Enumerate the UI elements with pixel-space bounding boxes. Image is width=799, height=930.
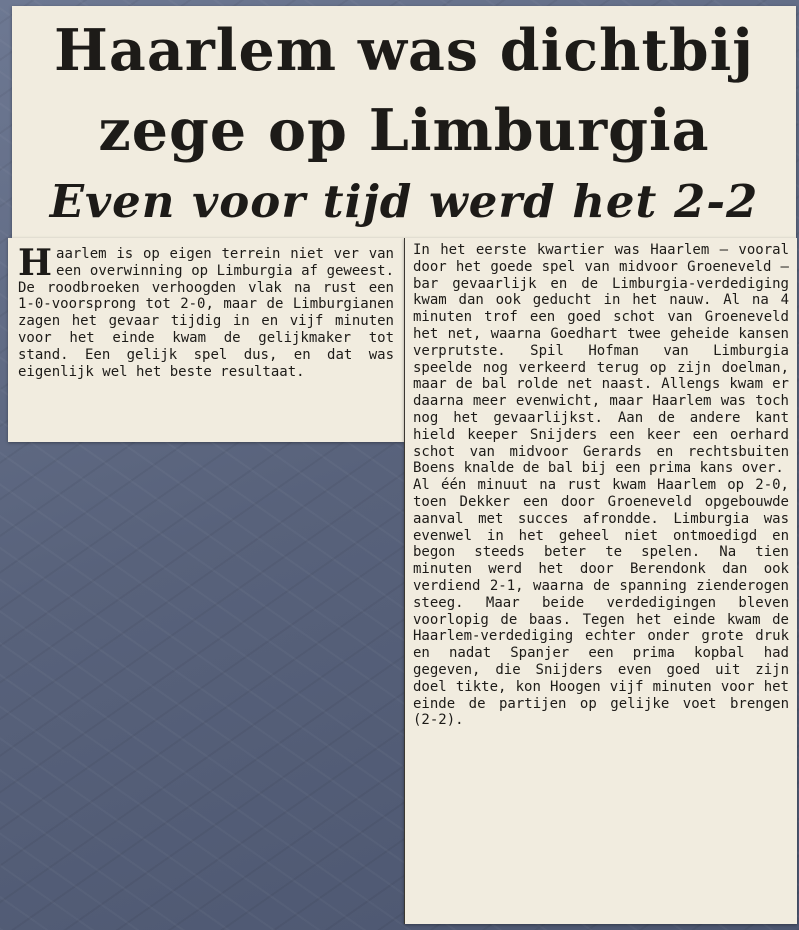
drop-cap: H: [18, 242, 53, 284]
headline-line-1: Haarlem was dichtbij: [54, 17, 754, 84]
article-paragraph-1: In het eerste kwartier was Haarlem — vooral door het goede spel van midvoor Groeneveld — bar gevaarlijk en de Limburgia-verdediging kwam dan ook geducht in het nauw. Al na 4 minuten trof een goed schot van Groeneveld het net, waarna Goedhart twee geheide kansen verprutste. Spil Hofman van Limburgia speelde nog verkeerd terug op zijn doelman, maar de bal rolde net naast. Allengs kwam er daarna meer evenwicht, maar Haarlem was toch nog het gevaarlijkst. Aan de andere kant hield keeper Snijders een keer een oerhard schot van midvoor Gerards en rechtsbuiten Boens knalde de bal bij een prima kans over.: [413, 242, 789, 477]
headline-line-2: zege op Limburgia: [98, 97, 710, 164]
lead-column: [8, 238, 404, 442]
headline-clipping: [12, 6, 796, 238]
lead-paragraph: aarlem is op eigen terrein niet ver van een overwinning op Limburgia af geweest. De roodbroeken verhoogden vlak na rust een 1-0-voorsprong tot 2-0, maar de Limburgianen zagen het gevaar tijdig in en vijf minuten voor het einde kwam de gelijkmaker tot stand. Een gelijk spel dus, en dat was eigenlijk wel het beste resultaat.: [18, 246, 394, 380]
article-paragraph-2: Al één minuut na rust kwam Haarlem op 2-0, toen Dekker een door Groeneveld opgebouwde aanval met succes afrondde. Limburgia was evenwel in het geheel niet ontmoedigd en begon steeds beter te spelen. Na tien minuten werd het door Berendonk dan ook verdiend 2-1, waarna de spanning zienderogen steeg. Maar beide verdedigingen bleven voorlopig de baas. Tegen het einde kwam de Haarlem-verdediging echter onder grote druk en nadat Spanjer een prima kopbal had gegeven, die Snijders even goed uit zijn doel tikte, kon Hoogen vijf minuten voor het einde de partijen op gelijke voet brengen (2-2).: [413, 477, 789, 729]
article-column: [404, 238, 797, 924]
subheadline: Even voor tijd werd het 2-2: [49, 175, 759, 228]
